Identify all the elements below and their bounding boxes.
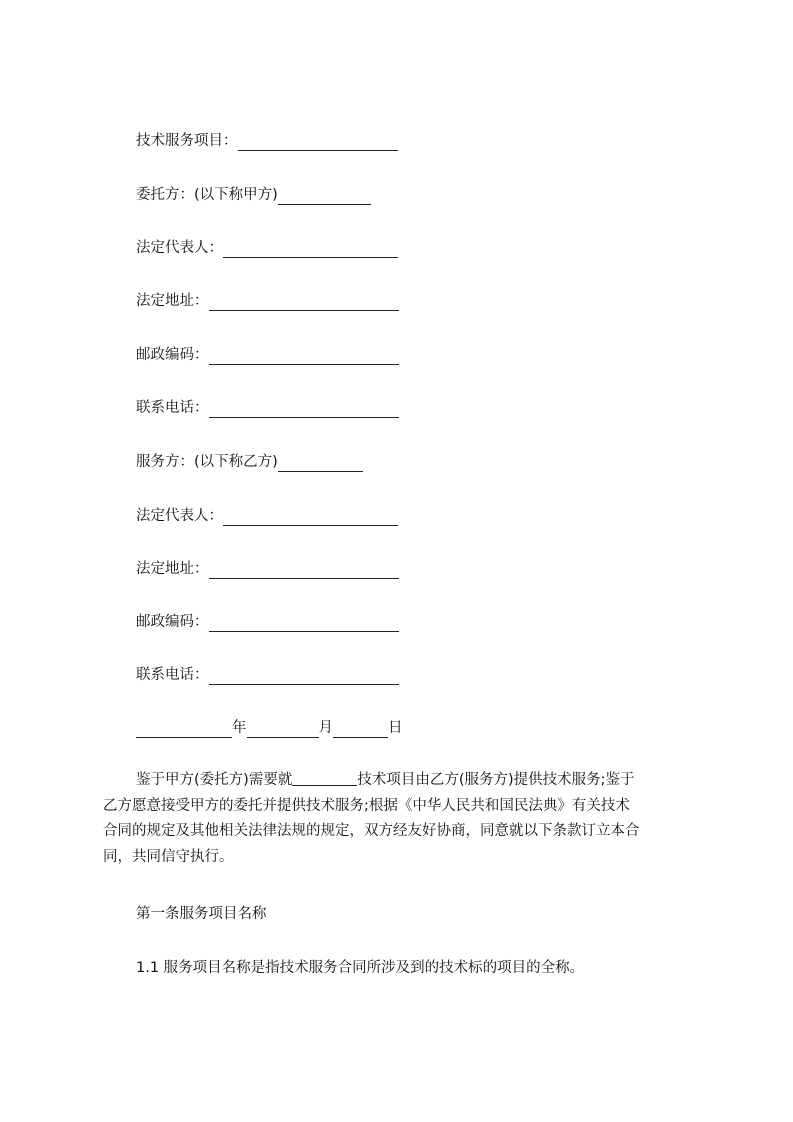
provider-address-blank[interactable] xyxy=(209,561,399,579)
client-address-blank[interactable] xyxy=(209,293,399,311)
signing-date xyxy=(136,718,403,738)
preamble-part-1: 鉴于甲方(委托方)需要就 xyxy=(136,772,293,788)
client-blank[interactable] xyxy=(278,187,371,205)
provider-address-label: 法定地址： xyxy=(136,561,209,577)
provider-postcode-label: 邮政编码： xyxy=(136,614,209,630)
article-1-title: 第一条服务项目名称 xyxy=(136,906,267,922)
client-address-label: 法定地址： xyxy=(136,293,209,309)
provider-legal-rep-label: 法定代表人： xyxy=(136,508,223,524)
client-phone-blank[interactable] xyxy=(209,400,399,418)
provider-postcode-field xyxy=(136,612,399,632)
provider-legal-rep-blank[interactable] xyxy=(223,508,398,526)
year-label: 年 xyxy=(232,720,247,736)
preamble-paragraph xyxy=(103,768,699,870)
client-legal-rep-field xyxy=(136,238,398,258)
year-blank[interactable] xyxy=(136,720,232,738)
provider-phone-field xyxy=(136,665,399,685)
service-project-label: 技术服务项目： xyxy=(136,133,238,149)
article-1-clause-1: 1.1 服务项目名称是指技术服务合同所涉及到的技术标的项目的全称。 xyxy=(136,960,585,976)
provider-phone-label: 联系电话： xyxy=(136,667,209,683)
provider-field xyxy=(136,452,363,472)
day-label: 日 xyxy=(388,720,403,736)
client-legal-rep-blank[interactable] xyxy=(223,240,398,258)
preamble-line-4: 同，共同信守执行。 xyxy=(103,848,234,865)
client-postcode-field xyxy=(136,345,399,365)
client-label: 委托方：(以下称甲方) xyxy=(136,187,278,203)
provider-label: 服务方：(以下称乙方) xyxy=(136,454,278,470)
preamble-line-3: 合同的规定及其他相关法律法规的规定，双方经友好协商，同意就以下条款订立本合 xyxy=(103,823,640,839)
month-label: 月 xyxy=(318,720,333,736)
provider-phone-blank[interactable] xyxy=(209,667,399,685)
provider-blank[interactable] xyxy=(278,454,363,472)
provider-address-field xyxy=(136,559,399,579)
project-blank[interactable] xyxy=(292,770,357,786)
preamble-line-1 xyxy=(103,768,699,794)
client-legal-rep-label: 法定代表人： xyxy=(136,240,223,256)
service-project-blank[interactable] xyxy=(238,133,398,151)
client-phone-field xyxy=(136,398,399,418)
day-blank[interactable] xyxy=(333,720,388,738)
provider-postcode-blank[interactable] xyxy=(209,614,399,632)
client-field xyxy=(136,185,371,205)
month-blank[interactable] xyxy=(247,720,319,738)
preamble-part-2: 技术项目由乙方(服务方)提供技术服务;鉴于 xyxy=(357,772,635,788)
provider-legal-rep-field xyxy=(136,506,398,526)
preamble-line-2: 乙方愿意接受甲方的委托并提供技术服务;根据《中华人民共和国民法典》有关技术 xyxy=(103,797,630,814)
client-address-field xyxy=(136,291,399,311)
client-phone-label: 联系电话： xyxy=(136,400,209,416)
client-postcode-blank[interactable] xyxy=(209,347,399,365)
client-postcode-label: 邮政编码： xyxy=(136,347,209,363)
service-project-field xyxy=(136,131,398,151)
